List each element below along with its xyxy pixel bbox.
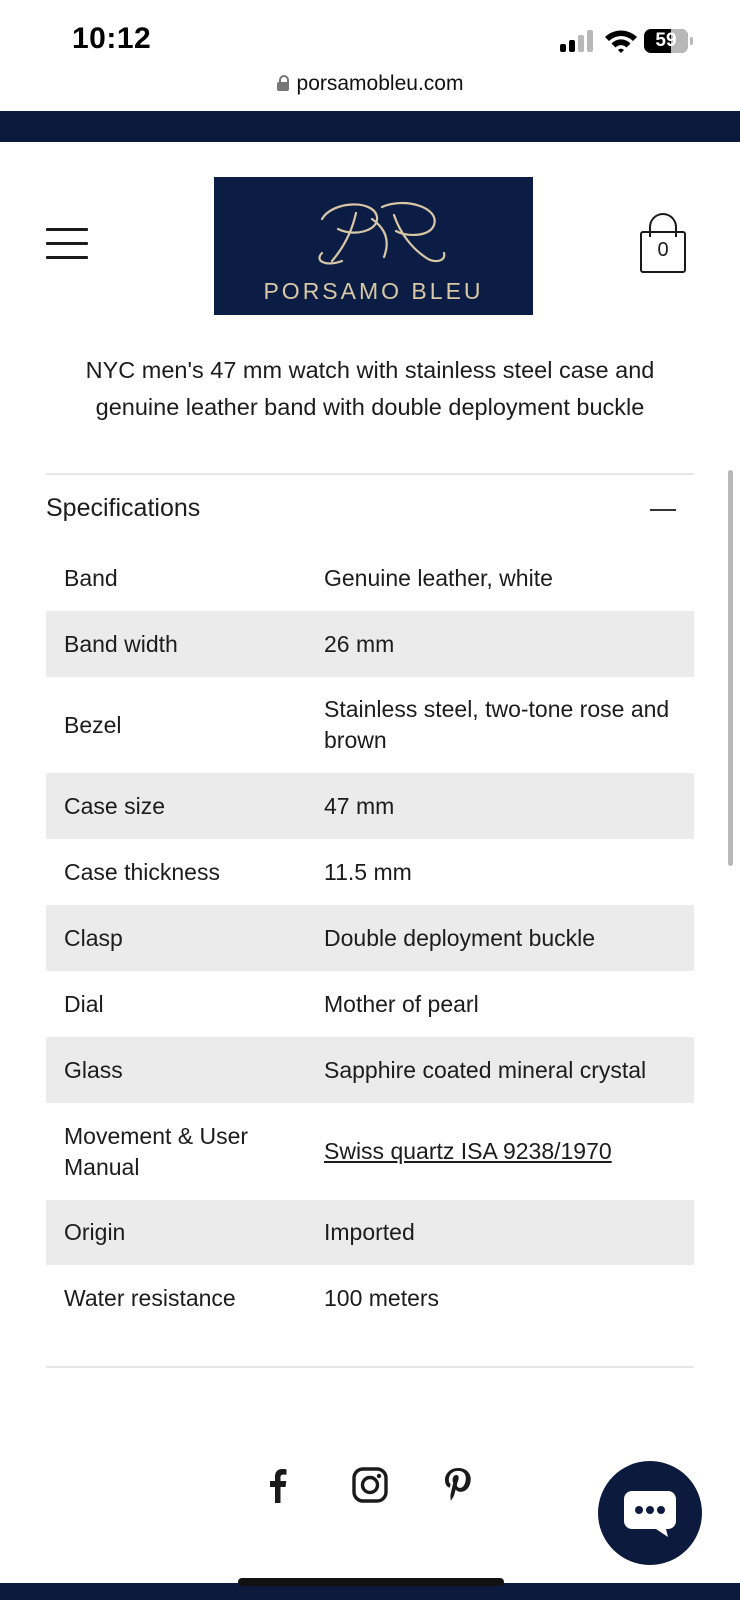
spec-label: Case thickness — [64, 858, 220, 885]
page-scrollbar[interactable] — [728, 470, 733, 866]
announcement-bar — [0, 111, 740, 142]
spec-row-dial — [46, 971, 694, 1037]
pinterest-icon[interactable] — [438, 1465, 478, 1505]
spec-label: Origin — [64, 1219, 126, 1245]
status-time: 10:12 — [72, 22, 152, 55]
monogram-icon — [214, 177, 533, 277]
status-bar — [0, 0, 740, 95]
product-description: NYC men's 47 mm watch with stainless steel case and genuine leather band with double deployment buckle — [85, 357, 655, 420]
spec-row-case-size — [46, 773, 694, 839]
spec-label: Bezel — [64, 711, 122, 738]
url-bar[interactable] — [0, 72, 740, 96]
spec-row-clasp — [46, 905, 694, 971]
facebook-icon[interactable] — [258, 1465, 298, 1505]
spec-row-glass — [46, 1037, 694, 1103]
spec-label: Band — [64, 565, 118, 591]
cellular-signal-icon — [560, 30, 596, 52]
cart-bag-icon[interactable] — [638, 213, 688, 273]
instagram-icon[interactable] — [350, 1465, 390, 1505]
spec-row-band — [46, 546, 694, 611]
wifi-icon — [604, 28, 638, 54]
spec-row-origin — [46, 1200, 694, 1265]
spec-row-case-thickness — [46, 839, 694, 905]
battery-level: 59 — [655, 30, 677, 51]
chat-button[interactable] — [598, 1461, 702, 1565]
spec-label: Movement & User Manual — [64, 1122, 249, 1180]
spec-row-band-width — [46, 611, 694, 677]
spec-value: 11.5 mm — [324, 858, 412, 885]
logo-wordmark: PORSAMO BLEU — [263, 278, 484, 304]
specifications-heading[interactable]: Specifications — [46, 494, 201, 522]
spec-label: Clasp — [64, 924, 123, 951]
brand-logo[interactable] — [214, 177, 533, 315]
spec-value: Sapphire coated mineral crystal — [324, 1056, 647, 1083]
spec-row-bezel — [46, 677, 694, 773]
spec-value: Stainless steel, two-tone rose and brown — [324, 696, 670, 753]
home-indicator[interactable] — [238, 1578, 504, 1586]
spec-row-water-resistance — [46, 1265, 694, 1332]
spec-label: Dial — [64, 990, 104, 1017]
spec-value: 100 meters — [324, 1285, 440, 1311]
specifications-table — [46, 546, 694, 1332]
hamburger-menu-icon[interactable] — [46, 226, 90, 262]
spec-value: 26 mm — [324, 630, 395, 657]
spec-value: Mother of pearl — [324, 990, 479, 1017]
spec-label: Band width — [64, 630, 178, 657]
spec-value: Genuine leather, white — [324, 565, 553, 591]
spec-value: Imported — [324, 1219, 415, 1245]
battery-icon — [644, 29, 688, 53]
spec-value: 47 mm — [324, 792, 395, 819]
lock-icon — [277, 75, 289, 91]
spec-label: Glass — [64, 1056, 123, 1083]
battery-tip — [690, 37, 693, 45]
spec-label: Case size — [64, 792, 165, 819]
url-text: porsamobleu.com — [296, 72, 464, 95]
spec-row-movement — [46, 1103, 694, 1200]
cart-count: 0 — [657, 239, 669, 261]
divider-top — [46, 473, 694, 475]
spec-label: Water resistance — [64, 1285, 236, 1311]
divider-bottom — [46, 1366, 694, 1368]
movement-manual-link[interactable]: Swiss quartz ISA 9238/1970 — [324, 1138, 612, 1164]
spec-value: Double deployment buckle — [324, 924, 596, 951]
chat-icon — [622, 1487, 678, 1539]
collapse-minus-icon[interactable] — [650, 509, 676, 511]
